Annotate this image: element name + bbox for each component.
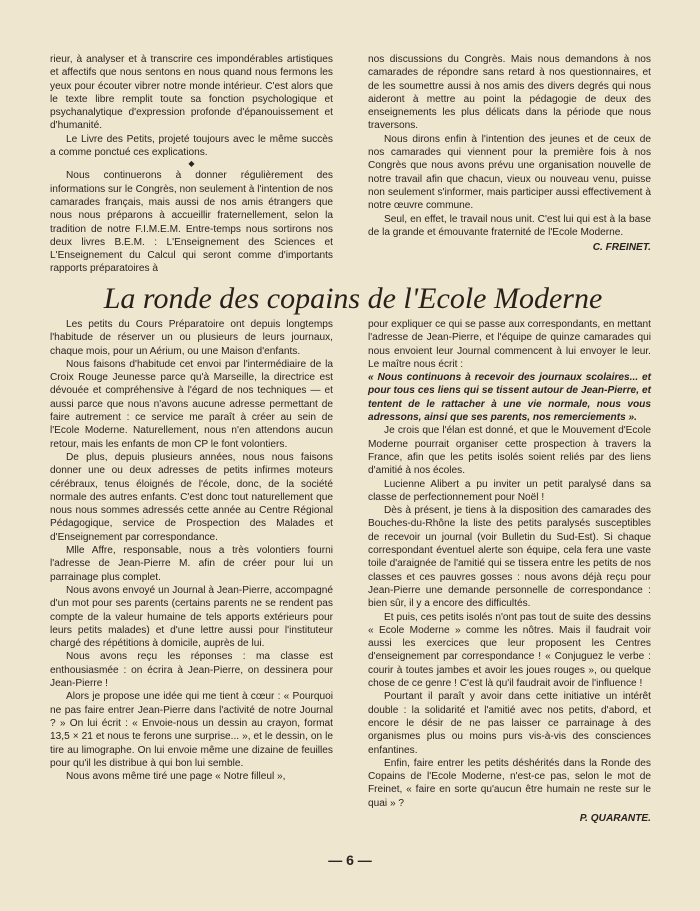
paragraph: Lucienne Alibert a pu inviter un petit paralysé dans sa classe de perfectionnement pour Noël !	[368, 478, 651, 503]
paragraph: Nous continuerons à donner régulièrement des informations sur le Congrès, non seulement à l'intention de nos camarades français, mais aussi de nos amis étrangers que nous nous préparons à accueillir fraternellement, selon la tradition de notre F.I.M.E.M. Entre-temps nous sortirons nos deux livres B.E.M. : L'Enseignement des Sciences et L'Enseignement du Calcul qui seront comme d'importants rapports préparatoires à	[50, 170, 333, 275]
paragraph: Le Livre des Petits, projeté toujours avec le même succès a comme ponctué ces explications.	[50, 133, 333, 159]
bottom-left-column	[50, 318, 333, 783]
top-left-column	[50, 53, 333, 276]
page-number: — 6 —	[328, 852, 372, 868]
paragraph: Je crois que l'élan est donné, et que le Mouvement d'Ecole Moderne pourrait organiser cette prospection à travers la France, afin que les petits isolés soient reliés par des liens d'amitié à nos écoles.	[368, 425, 651, 477]
article-title: La ronde des copains de l'Ecole Moderne	[103, 282, 603, 315]
paragraph: Nous faisons d'habitude cet envoi par l'intermédiaire de la Croix Rouge Jeunesse parce qu'à Marseille, la directrice est dévouée et compréhensive à l'égard de nos techniques — et aussi parce que nous n'avons aucune adresse permettant de faire autrement : ce service me paraît à créer au sein de l'Ecole Moderne. Naturellement, nous n'en attendons aucun retour, mais les enfants de mon CP le font volontiers.	[50, 358, 333, 450]
paragraph: rieur, à analyser et à transcrire ces impondérables artistiques et affectifs que nous sentons en nous quand nous fermons les yeux pour écouter vibrer notre monde intérieur. C'est alors que le texte libre remplit toute sa fonction psychologique et psychanalytique d'expression profonde d'épanouissement et d'humanité.	[50, 54, 333, 132]
top-right-column	[368, 53, 651, 254]
signature-quarante: P. QUARANTE.	[579, 812, 651, 824]
paragraph: Alors je propose une idée qui me tient à cœur : « Pourquoi ne pas faire entrer Jean-Pierre dans l'activité de notre Journal ? » On lui écrit : « Envoie-nous un dessin au crayon, format 13,5 × 21 et nous te ferons une surprise... », et le dessin, on le tire au limographe. On lui envoie même une dizaine de feuilles pour qu'il les distribue à qui bon lui semble.	[50, 691, 333, 769]
paragraph: Enfin, faire entrer les petits déshérités dans la Ronde des Copains de l'Ecole Moderne, n'est-ce pas, selon le mot de Freinet, « faire en sorte qu'aucun être humain ne reste sur le quai » ?	[368, 757, 651, 809]
paragraph: Mlle Affre, responsable, nous a très volontiers fourni l'adresse de Jean-Pierre M. afin de créer pour lui un parrainage plus complet.	[50, 545, 333, 583]
paragraph: Pourtant il paraît y avoir dans cette initiative un intérêt double : la solidarité et l'amitié avec nos petits, d'abord, et encore le désir de ne pas laisser ce parrainage à des organismes plus ou moins purs vis-à-vis des consciences enfantines.	[368, 691, 651, 756]
signature-freinet: C. FREINET.	[592, 242, 651, 254]
paragraph: Nous avons même tiré une page « Notre filleul »,	[66, 771, 286, 783]
paragraph: De plus, depuis plusieurs années, nous nous faisons donner une ou deux adresses de petits infirmes moteurs cérébraux, tenus éloignés de l'école, donc, de la société normale des autres enfants. C'est donc tout naturellement que nous nous sommes adressés cette année au Centre Régional Pédagogique, service de Prospection des Malades et d'Enseignement par correspondance.	[50, 451, 333, 543]
paragraph: Seul, en effet, le travail nous unit. C'est lui qui est à la base de la grande et émouvante fraternité de l'Ecole Moderne.	[368, 213, 651, 238]
paragraph: nos discussions du Congrès. Mais nous demandons à nos camarades de répondre sans retard à nos questionnaires, et de les soumettre aussi à nos amis des divers degrés qui nous aideront à mettre au point la pédagogie de deux des enseignements les plus délicats dans la période que nous traversons.	[368, 54, 651, 132]
paragraph: pour expliquer ce qui se passe aux correspondants, en mettant l'adresse de Jean-Pierre, et l'équipe de quinze camarades qui nous envoient leur Journal commencent à lui envoyer le leur. Le maître nous écrit :	[368, 319, 651, 370]
paragraph: Les petits du Cours Préparatoire ont depuis longtemps l'habitude de réserver un ou plusieurs de leurs journaux, chaque mois, pour un Aérium, ou une Maison d'enfants.	[50, 319, 333, 357]
paragraph: Nous avons reçu les réponses : ma classe est enthousiasmée : on écrira à Jean-Pierre, on dessinera pour Jean-Pierre !	[50, 651, 333, 690]
paragraph: Et puis, ces petits isolés n'ont pas tout de suite des dessins « Ecole Moderne » comme les nôtres. Mais il faudrait voir aussi les exercices que leur proposent les Centres d'enseignement par correspondance ! « Conjuguez le verbe : courir à toutes jambes et avoir les joues rouges », ou quelque chose de ce genre ! C'est là qu'il faudrait avoir de l'influence !	[368, 611, 651, 690]
paragraph: Nous dirons enfin à l'intention des jeunes et de ceux de nos camarades qui viennent pour la première fois à nos Congrès que nous avons prévu une organisation nouvelle de notre travail afin que chacun, vieux ou nouveau venu, puisse non seulement s'informer, mais participer aussi effectivement à notre œuvre commune.	[368, 133, 651, 212]
paragraph: Dès à présent, je tiens à la disposition des camarades des Bouches-du-Rhône la liste des petits paralysés susceptibles de recevoir un journal (voir Bulletin du Sud-Est). Si chaque correspondant éventuel alerte son équipe, cela fera une vaste toile d'araignée de l'amitié qui se tissera entre les petits de nos classes et ces pauvres gosses : nous avons déjà reçu pour Jean-Pierre une demande personnelle de correspondance : bien sûr, il y a encore des difficultés.	[368, 505, 651, 610]
quoted-letter: « Nous continuons à recevoir des journaux scolaires... et pour tous ces liens qui se tissent autour de Jean-Pierre, et tentent de le rattacher à une vie normale, nous vous adressons, ainsi que ses parents, nos remerciements ».	[368, 372, 651, 424]
bottom-right-column	[368, 318, 651, 825]
paragraph: Nous avons envoyé un Journal à Jean-Pierre, accompagné d'un mot pour ses parents (certains parents ne se rendent pas compte de la valeur humaine de tels apports extérieurs pour leurs petits malades) et d'une lettre aussi pour l'instituteur chargé des répétitions à domicile, auprès de lui.	[50, 584, 333, 650]
diamond-separator: ◆	[188, 159, 195, 169]
